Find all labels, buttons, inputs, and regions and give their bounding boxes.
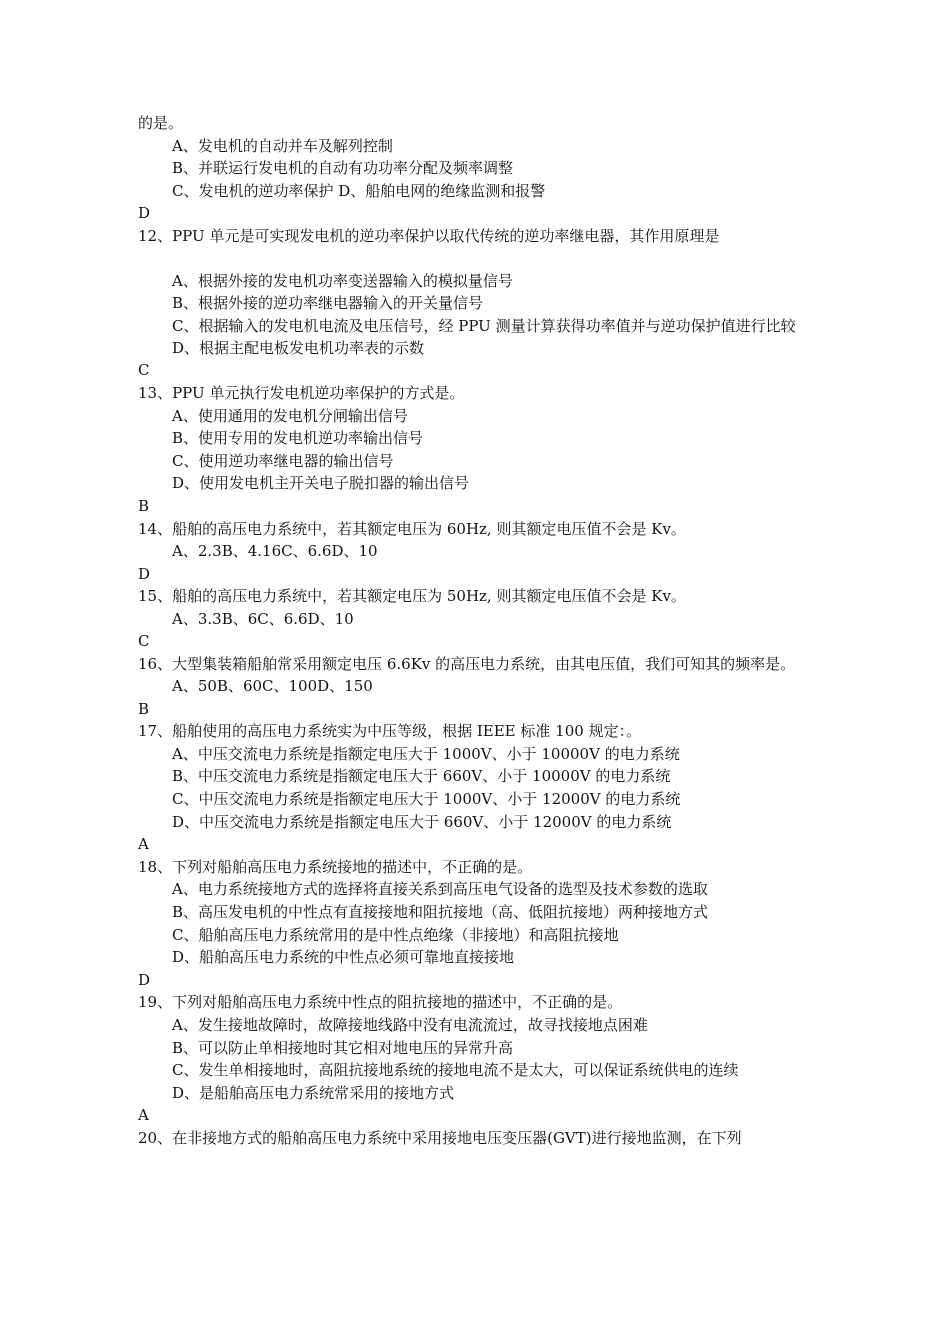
question-line: 17、船舶使用的高压电力系统实为中压等级，根据 IEEE 标准 100 规定：。: [138, 722, 642, 741]
question-line: 18、下列对船舶高压电力系统接地的描述中，不正确的是。: [138, 857, 533, 876]
option-line: A、发电机的自动并车及解列控制: [172, 136, 393, 155]
option-line: C、发电机的逆功率保护 D、船舶电网的绝缘监测和报警: [172, 181, 546, 200]
answer-line: D: [138, 564, 151, 583]
answer-line: D: [138, 204, 151, 223]
answer-line: A: [138, 1106, 149, 1125]
option-line: C、发生单相接地时，高阻抗接地系统的接地电流不是太大，可以保证系统供电的连续: [172, 1061, 739, 1080]
option-line: B、可以防止单相接地时其它相对地电压的异常升高: [172, 1038, 514, 1057]
option-line: B、根据外接的逆功率继电器输入的开关量信号: [172, 294, 484, 313]
option-line: A、50B、60C、100D、150: [172, 677, 373, 696]
option-line: C、使用逆功率继电器的输出信号: [172, 451, 394, 470]
answer-line: C: [138, 361, 150, 380]
answer-line: A: [138, 835, 149, 854]
option-line: C、中压交流电力系统是指额定电压大于 1000V、小于 12000V 的电力系统: [172, 790, 681, 809]
option-line: D、根据主配电板发电机功率表的示数: [172, 338, 425, 357]
answer-line: D: [138, 970, 151, 989]
option-line: D、使用发电机主开关电子脱扣器的输出信号: [172, 474, 470, 493]
question-line: 20、在非接地方式的船舶高压电力系统中采用接地电压变压器(GVT)进行接地监测，在下列: [138, 1128, 742, 1147]
option-line: A、发生接地故障时，故障接地线路中没有电流流过，故寻找接地点困难: [172, 1015, 648, 1034]
option-line: B、高压发电机的中性点有直接接地和阻抗接地（高、低阻抗接地）两种接地方式: [172, 903, 709, 921]
question-line: 19、下列对船舶高压电力系统中性点的阻抗接地的描述中，不正确的是。: [138, 993, 623, 1012]
question-line: 14、船舶的高压电力系统中，若其额定电压为 60Hz, 则其额定电压值不会是 Kv。: [138, 519, 686, 538]
option-line: D、中压交流电力系统是指额定电压大于 660V、小于 12000V 的电力系统: [172, 812, 672, 831]
continued-text: 的是。: [138, 114, 184, 132]
question-line: 12、PPU 单元是可实现发电机的逆功率保护以取代传统的逆功率继电器，其作用原理是: [138, 226, 720, 245]
option-line: A、中压交流电力系统是指额定电压大于 1000V、小于 10000V 的电力系统: [172, 744, 680, 763]
question-line: 13、PPU 单元执行发电机逆功率保护的方式是。: [138, 383, 465, 402]
option-line: A、使用通用的发电机分闸输出信号: [172, 406, 408, 425]
option-line: C、船舶高压电力系统常用的是中性点绝缘（非接地）和高阻抗接地: [172, 925, 619, 944]
option-line: B、并联运行发电机的自动有功功率分配及频率调整: [172, 159, 514, 178]
answer-line: C: [138, 632, 150, 651]
option-line: B、使用专用的发电机逆功率输出信号: [172, 429, 424, 448]
option-line: A、根据外接的发电机功率变送器输入的模拟量信号: [172, 271, 513, 290]
option-line: B、中压交流电力系统是指额定电压大于 660V、小于 10000V 的电力系统: [172, 767, 671, 786]
option-line: C、根据输入的发电机电流及电压信号，经 PPU 测量计算获得功率值并与逆功保护值进行比较: [172, 316, 796, 335]
question-line: 15、船舶的高压电力系统中，若其额定电压为 50Hz, 则其额定电压值不会是 Kv。: [138, 587, 686, 606]
option-line: A、3.3B、6C、6.6D、10: [172, 609, 354, 628]
option-line: D、船舶高压电力系统的中性点必须可靠地直接接地: [172, 948, 515, 967]
document-body: [138, 112, 818, 1150]
answer-line: B: [138, 496, 150, 515]
option-line: D、是船舶高压电力系统常采用的接地方式: [172, 1083, 455, 1102]
blank-line: [138, 248, 818, 270]
option-line: A、2.3B、4.16C、6.6D、10: [172, 542, 378, 561]
question-line: 16、大型集装箱船舶常采用额定电压 6.6Kv 的高压电力系统，由其电压值，我们可知其的频率是。: [138, 655, 796, 674]
answer-line: B: [138, 699, 150, 718]
option-line: A、电力系统接地方式的选择将直接关系到高压电气设备的选型及技术参数的选取: [172, 880, 708, 899]
